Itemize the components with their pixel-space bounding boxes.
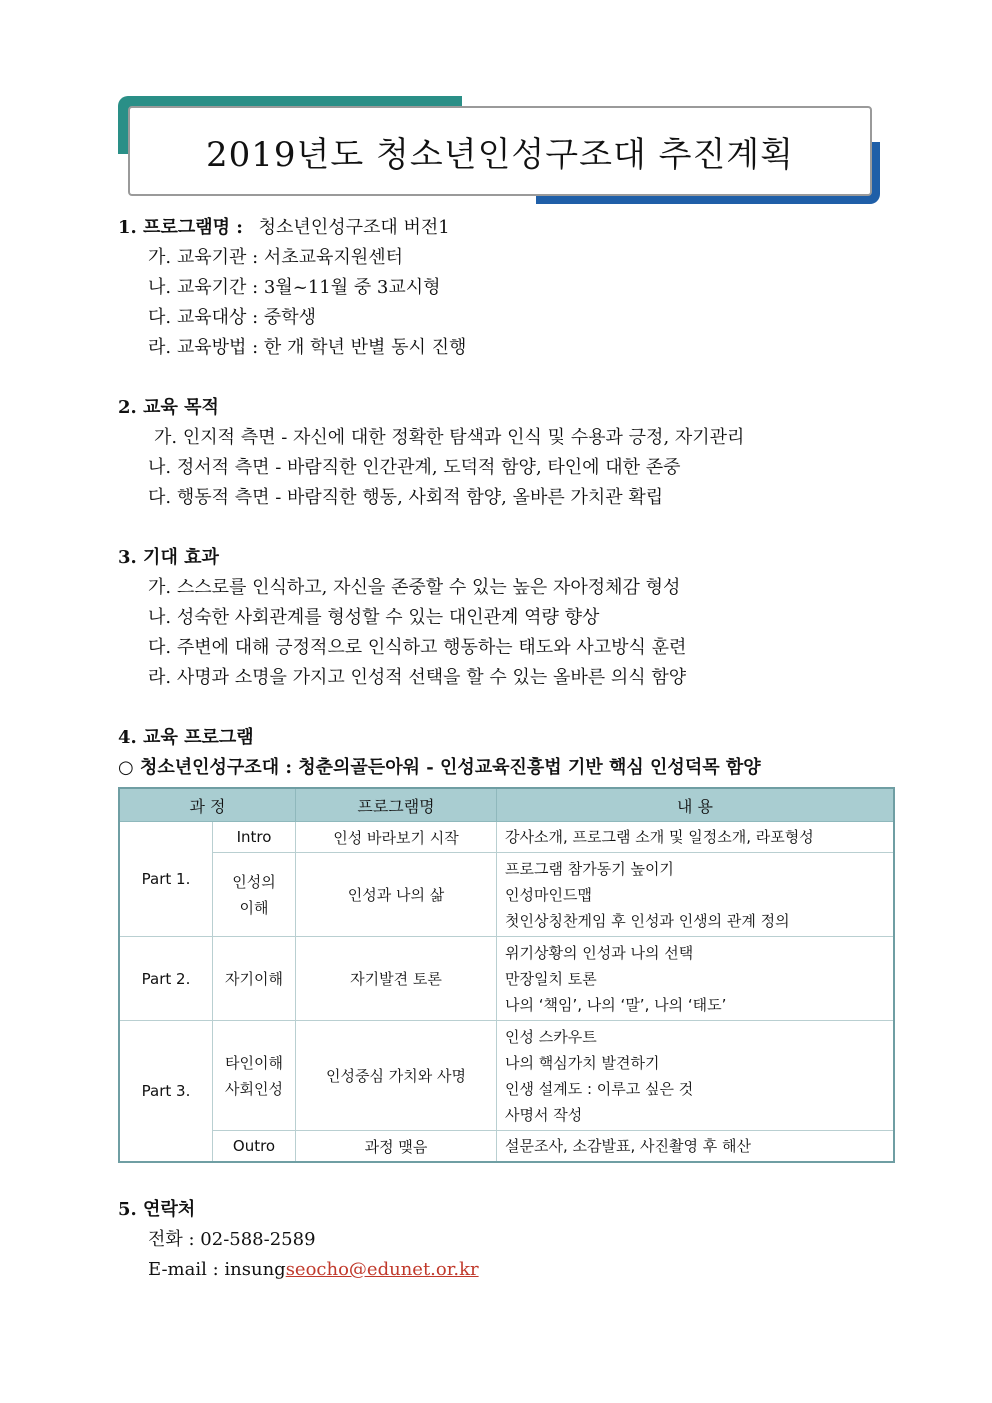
- content-line: 만장일치 토론: [505, 969, 597, 988]
- section1-value: 청소년인성구조대 버전1: [258, 217, 450, 238]
- table-row: [119, 1131, 894, 1163]
- stage-cell: [213, 1021, 296, 1131]
- title-banner: [118, 96, 880, 204]
- list-item: 나. 성숙한 사회관계를 형성할 수 있는 대인관계 역량 향상: [148, 607, 600, 628]
- list-item: 다. 주변에 대해 긍정적으로 인식하고 행동하는 태도와 사고방식 훈련: [148, 637, 687, 658]
- stage-cell: 자기이해: [213, 937, 296, 1021]
- section5-heading: 5. 연락처: [118, 1199, 196, 1220]
- content-line: 인성 스카우트: [505, 1027, 597, 1046]
- program-table: [118, 787, 895, 1163]
- list-item: 라. 교육방법 : 한 개 학년 반별 동시 진행: [148, 337, 467, 358]
- section-expected-effect: [118, 543, 686, 693]
- table-row: [119, 1021, 894, 1131]
- content-line: 인성마인드맵: [505, 885, 592, 904]
- content-line: 설문조사, 소감발표, 사진촬영 후 해산: [505, 1137, 751, 1155]
- stage-line: 이해: [239, 898, 269, 917]
- content-line: 나의 핵심가치 발견하기: [505, 1053, 660, 1072]
- email-line: [118, 1255, 479, 1285]
- program-name-cell: 인성 바라보기 시작: [296, 822, 497, 853]
- table-row: [119, 937, 894, 1021]
- program-name-cell: 인성중심 가치와 사명: [296, 1021, 497, 1131]
- list-item: 가. 스스로를 인식하고, 자신을 존중할 수 있는 높은 자아정체감 형성: [148, 577, 681, 598]
- part-cell: Part 1.: [119, 822, 213, 937]
- part-cell: Part 3.: [119, 1021, 213, 1163]
- table-header-row: [119, 788, 894, 822]
- section-education-program: [118, 723, 761, 783]
- section4-subheading: ○ 청소년인성구조대 : 청춘의골든아워 - 인성교육진흥법 기반 핵심 인성덕목 함양: [118, 757, 761, 778]
- section1-heading: 1. 프로그램명 :: [118, 217, 243, 238]
- list-item: 나. 교육기간 : 3월~11월 중 3교시형: [148, 277, 441, 298]
- list-item: 라. 사명과 소명을 가지고 인성적 선택을 할 수 있는 올바른 의식 함양: [148, 667, 687, 688]
- content-line: 프로그램 참가동기 높이기: [505, 859, 674, 878]
- list-item: 가. 인지적 측면 - 자신에 대한 정확한 탐색과 인식 및 수용과 긍정, 자기관리: [154, 427, 745, 448]
- content-line: 첫인상칭찬게임 후 인성과 인생의 관계 정의: [505, 911, 790, 930]
- list-item: 나. 정서적 측면 - 바람직한 인간관계, 도덕적 함양, 타인에 대한 존중: [148, 457, 681, 478]
- stage-line: 타인이해: [225, 1053, 283, 1072]
- stage-line: 사회인성: [225, 1079, 283, 1098]
- list-item: 가. 교육기관 : 서초교육지원센터: [148, 247, 403, 268]
- program-name-cell: 자기발견 토론: [296, 937, 497, 1021]
- table-row: [119, 853, 894, 937]
- program-name-cell: 인성과 나의 삶: [296, 853, 497, 937]
- column-header: 프로그램명: [296, 788, 497, 822]
- content-line: 나의 ‘책임’, 나의 ‘말’, 나의 ‘태도’: [505, 995, 727, 1014]
- column-header: 과 정: [119, 788, 296, 822]
- stage-cell: Intro: [213, 822, 296, 853]
- section2-heading: 2. 교육 목적: [118, 397, 219, 418]
- stage-line: 인성의: [232, 872, 276, 891]
- content-line: 인생 설계도 : 이루고 싶은 것: [505, 1079, 694, 1098]
- email-user: insung: [224, 1259, 286, 1280]
- section-education-goal: [118, 393, 744, 513]
- list-item: 다. 교육대상 : 중학생: [148, 307, 317, 328]
- content-cell: [497, 822, 895, 853]
- content-cell: [497, 937, 895, 1021]
- stage-cell: [213, 853, 296, 937]
- email-label: E-mail :: [148, 1259, 225, 1280]
- page-title: 2019년도 청소년인성구조대 추진계획: [128, 106, 872, 196]
- content-line: 사명서 작성: [505, 1105, 583, 1124]
- content-cell: [497, 853, 895, 937]
- section-contact: [118, 1195, 479, 1285]
- list-item: 다. 행동적 측면 - 바람직한 행동, 사회적 함양, 올바른 가치관 확립: [148, 487, 664, 508]
- content-cell: [497, 1131, 895, 1163]
- content-cell: [497, 1021, 895, 1131]
- section4-heading: 4. 교육 프로그램: [118, 727, 254, 748]
- phone-line: 전화 : 02-588-2589: [148, 1229, 316, 1250]
- section-program-name: [118, 213, 466, 363]
- part-cell: Part 2.: [119, 937, 213, 1021]
- table-row: [119, 822, 894, 853]
- content-line: 강사소개, 프로그램 소개 및 일정소개, 라포형성: [505, 828, 814, 846]
- content-line: 위기상황의 인성과 나의 선택: [505, 943, 694, 962]
- program-name-cell: 과정 맺음: [296, 1131, 497, 1163]
- stage-cell: Outro: [213, 1131, 296, 1163]
- section3-heading: 3. 기대 효과: [118, 547, 219, 568]
- column-header: 내 용: [497, 788, 895, 822]
- email-link[interactable]: seocho@edunet.or.kr: [285, 1259, 479, 1280]
